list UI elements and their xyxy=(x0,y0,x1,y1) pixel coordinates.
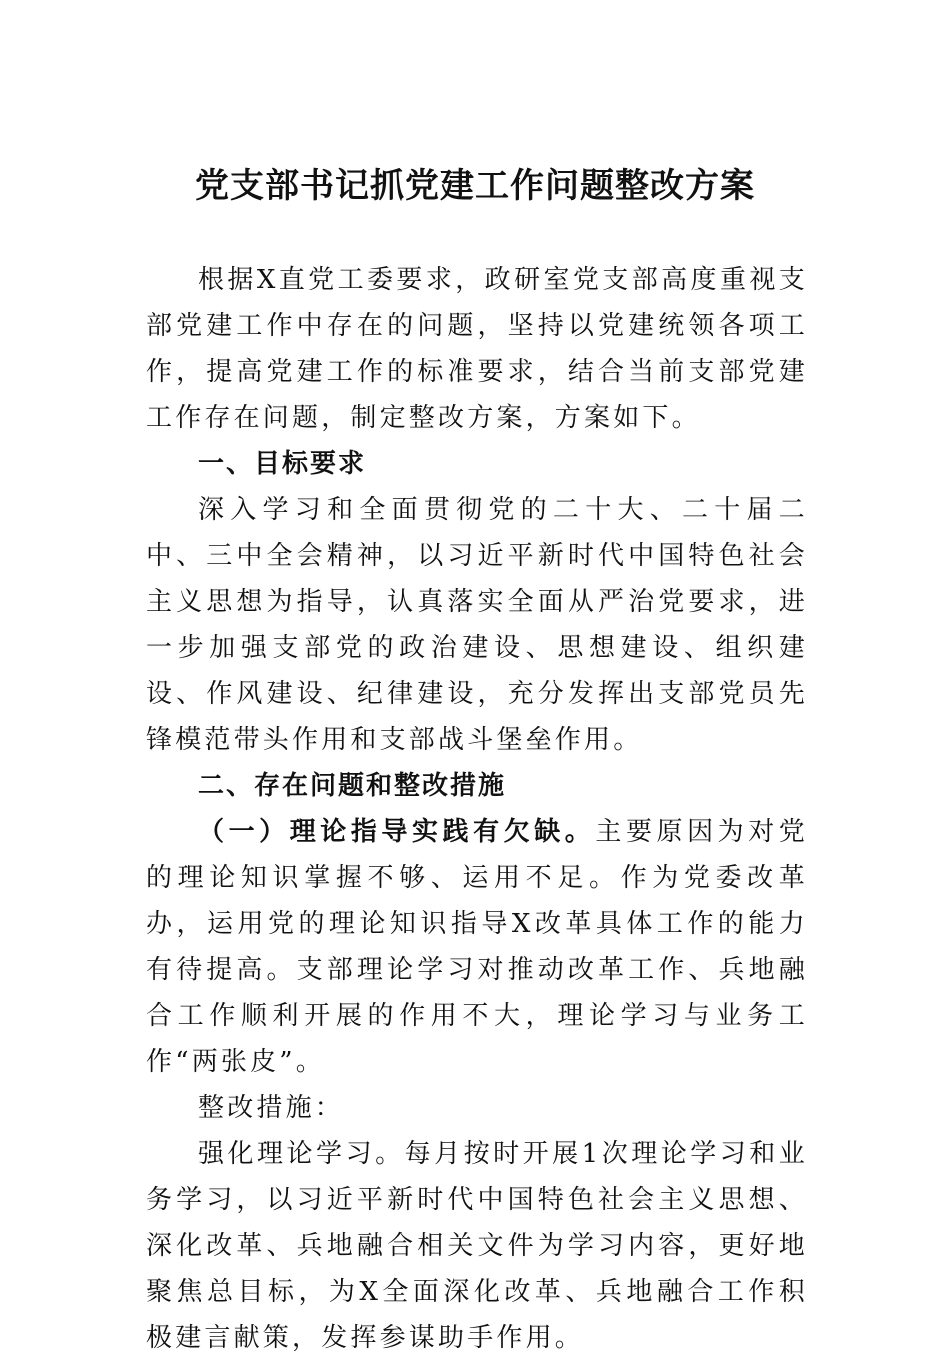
measures-label: 整改措施： xyxy=(198,1093,345,1123)
problem-paragraph xyxy=(146,809,808,1085)
section-heading-problems: 二、存在问题和整改措施 xyxy=(198,771,507,801)
measure-paragraph: 强化理论学习。每月按时开展1次理论学习和业务学习，以习近平新时代中国特色社会主义思想、深化改革、兵地融合相关文件为学习内容，更好地聚焦总目标，为X全面深化改革、兵地融合工作积极建言献策，发挥参谋助手作用。 xyxy=(146,1139,808,1353)
document-title: 党支部书记抓党建工作问题整改方案 xyxy=(195,166,755,206)
section-heading-goals: 一、目标要求 xyxy=(198,449,367,479)
intro-paragraph: 根据X直党工委要求，政研室党支部高度重视支部党建工作中存在的问题，坚持以党建统领各项工作，提高党建工作的标准要求，结合当前支部党建工作存在问题，制定整改方案，方案如下。 xyxy=(146,265,808,433)
problem-lead: （一）理论指导实践有欠缺。 xyxy=(198,817,596,847)
problem-text: 主要原因为对党的理论知识掌握不够、运用不足。作为党委改革办，运用党的理论知识指导X改革具体工作的能力有待提高。支部理论学习对推动改革工作、兵地融合工作顺利开展的作用不大，理论学习与业务工作“两张皮”。 xyxy=(146,817,808,1077)
document-body xyxy=(146,257,808,1361)
goals-paragraph: 深入学习和全面贯彻党的二十大、二十届二中、三中全会精神，以习近平新时代中国特色社会主义思想为指导，认真落实全面从严治党要求，进一步加强支部党的政治建设、思想建设、组织建设、作风建设、纪律建设，充分发挥出支部党员先锋模范带头作用和支部战斗堡垒作用。 xyxy=(146,495,808,755)
